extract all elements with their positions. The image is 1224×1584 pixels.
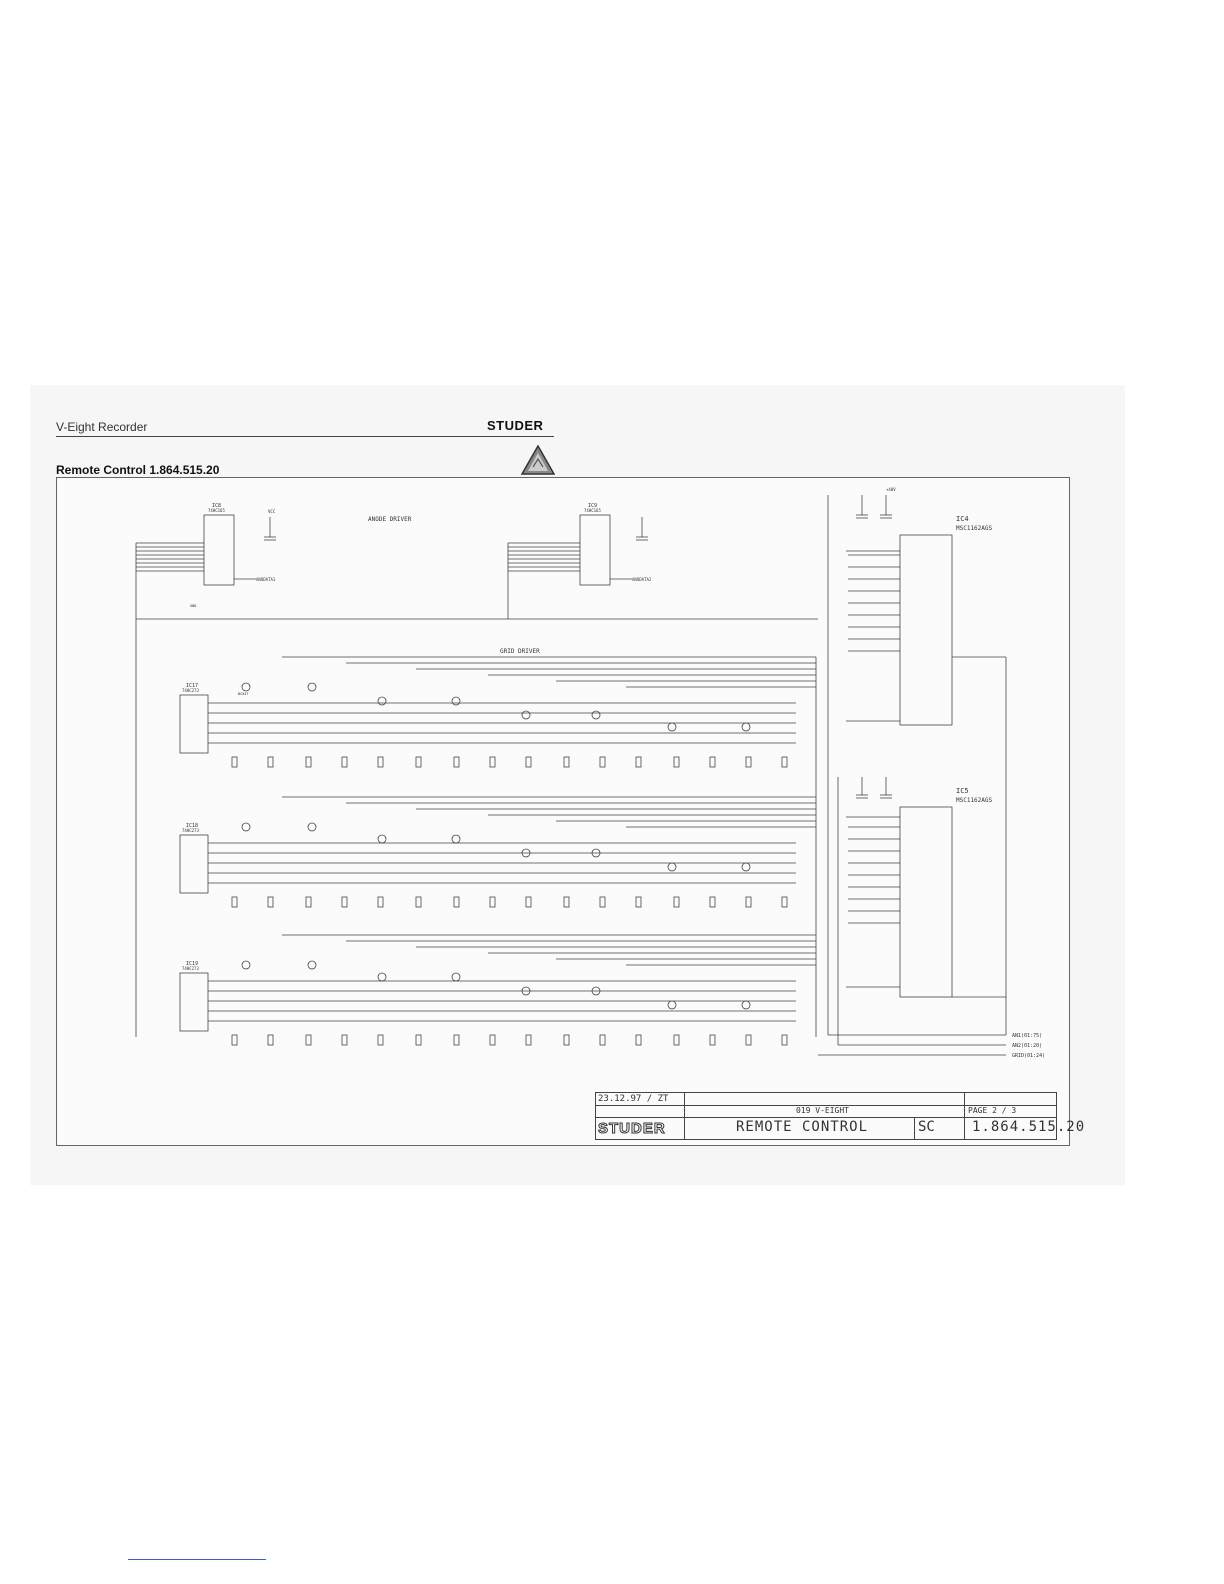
esd-warning-icon — [521, 445, 555, 475]
ic5-label: IC5 — [956, 787, 969, 795]
ic18-label: IC18 — [186, 823, 199, 829]
ground-label: GND — [190, 604, 197, 608]
bus-grid-label: GRID(01:24) — [1012, 1053, 1046, 1059]
drawing-type: SC — [918, 1119, 935, 1135]
ic18-type: 74HC273 — [182, 828, 199, 833]
header-rule — [56, 436, 554, 437]
ic19-type: 74HC273 — [182, 966, 199, 971]
sheet-title: Remote Control 1.864.515.20 — [56, 463, 220, 477]
ic17-label: IC17 — [186, 683, 199, 689]
footer-link-underline[interactable] — [128, 1559, 266, 1560]
title-block-logo: STUDER — [598, 1120, 666, 1137]
drawing-number: 1.864.515.20 — [972, 1119, 1086, 1135]
transistor-type-label: BC847 — [238, 692, 249, 696]
brand-logo: STUDER — [487, 418, 544, 433]
plus40v-label: +40V — [886, 487, 896, 492]
anodata2-label: ANODATA2 — [632, 577, 652, 582]
page-indicator: PAGE 2 / 3 — [968, 1106, 1017, 1115]
ic8-label: IC8 — [212, 503, 222, 509]
anodata1-label: ANODATA1 — [256, 577, 276, 582]
schematic-drawing — [56, 477, 1068, 1144]
anode-driver-label: ANODE DRIVER — [368, 516, 412, 523]
ic4-label: IC4 — [956, 515, 969, 523]
ic17-type: 74HC273 — [182, 688, 199, 693]
bus-an1-label: AN1(01:75) — [1012, 1033, 1043, 1039]
document-code: 019 V-EIGHT — [796, 1106, 849, 1115]
title-block — [595, 1092, 1086, 1140]
vcc-label: VCC — [268, 509, 276, 514]
ic4-type: MSC1162AGS — [956, 525, 993, 532]
document-product: V-Eight Recorder — [56, 420, 148, 434]
ic19-label: IC19 — [186, 961, 199, 967]
ic9-type: 74HC165 — [584, 508, 601, 513]
ic9-label: IC9 — [588, 503, 598, 509]
drawing-name: REMOTE CONTROL — [736, 1119, 869, 1135]
ic8-type: 74HC165 — [208, 508, 225, 513]
revision-date: 23.12.97 / ZT — [598, 1094, 669, 1104]
grid-driver-label: GRID DRIVER — [500, 648, 540, 655]
bus-an2-label: AN2(01:20) — [1012, 1043, 1043, 1049]
ic5-type: MSC1162AGS — [956, 797, 993, 804]
